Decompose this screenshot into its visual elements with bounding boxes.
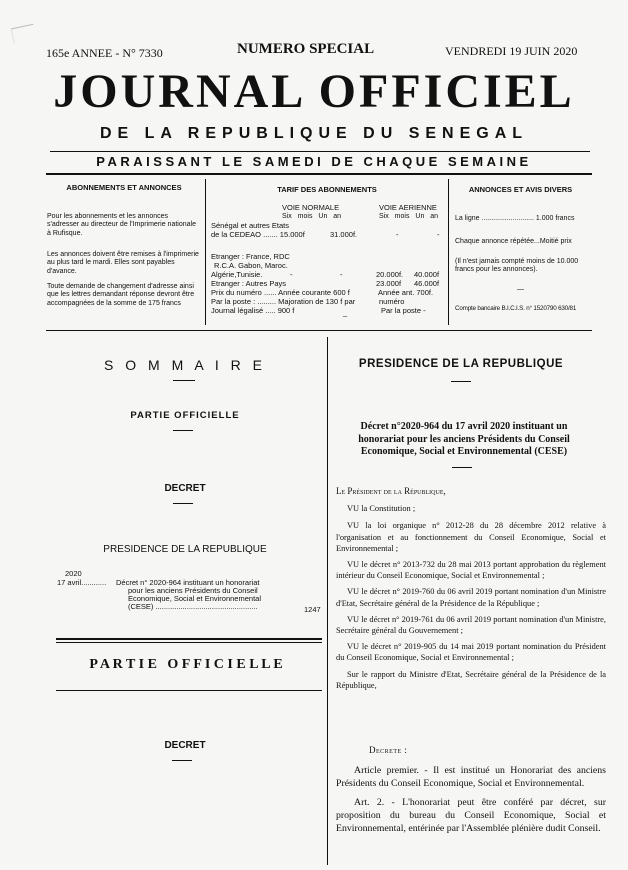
sommaire-partie-officielle: PARTIE OFFICIELLE [130, 410, 240, 421]
column-divider [327, 337, 328, 865]
abonnements-text-2: Les annonces doivent être remises à l'imprimerie au plus tard le mardi. Elles sont payables d'avance. [47, 251, 199, 275]
sommaire-underline [173, 380, 195, 381]
tarif-line-1: Sénégal et autres Etats [211, 221, 289, 230]
entry-line-3: Economique, Social et Environnemental [128, 594, 261, 603]
tarif-line-2: de la CEDEAO ....... 15.000f [211, 230, 305, 239]
scan-mark [11, 24, 37, 43]
special-edition: NUMERO SPECIAL [237, 41, 375, 57]
entry-line-1: Décret n° 2020-964 instituant un honorariat [116, 578, 260, 587]
tarif-line-5-six: - [290, 270, 293, 279]
vu-loi-organique: VU la loi organique n° 2012-28 du 28 décembre 2012 relative à l'organisation et au fonctionnement du Conseil Economique, Social et Environnemental ; [336, 521, 606, 553]
entry-date: 17 avril............ [57, 578, 107, 587]
partie2-rule-top-1 [56, 638, 322, 640]
tarif-line-2-aer-six: - [396, 230, 399, 239]
tarif-line-6-aer-an: 46.000f [414, 279, 440, 288]
decret-underline [173, 503, 193, 504]
annonces-dash: — [517, 286, 524, 293]
decree-title-line-2: honorariat pour les anciens Présidents du Conseil [358, 433, 570, 445]
tarif-sub-aerienne: Six mois Un an [379, 213, 439, 220]
sommaire-year: 2020 [65, 569, 82, 578]
entry-line-4: (CESE) ................................................. [128, 602, 258, 611]
vu-decret-2019-905: VU le décret n° 2019-905 du 14 mai 2019 portant nomination du Président du Conseil Economique, Social et Environnemental ; [336, 642, 606, 663]
partie-officielle-heading: P A R T I E O F F I C I E L L E [89, 657, 283, 672]
tarif-line-2-aer-an: - [437, 230, 440, 239]
decree-title-underline [452, 467, 472, 468]
issue-date: VENDREDI 19 JUIN 2020 [445, 44, 578, 58]
tarif-line-3: Etranger : France, RDC [211, 252, 290, 261]
tarif-line-5-an: - [340, 270, 343, 279]
articles [336, 764, 606, 835]
tarif-line-2-an: 31.000f. [330, 230, 358, 239]
tarif-line-6: Etranger : Autres Pays [211, 279, 287, 288]
info-rule-bottom [46, 330, 592, 331]
tarif-line-5-aer-six: 20.000f. [376, 270, 404, 279]
partie2-rule-top-2 [56, 642, 322, 643]
sommaire-entry-decree[interactable] [46, 579, 324, 625]
vu-constitution: VU la Constitution ; [347, 504, 416, 514]
decret-heading-2: DECRET [164, 740, 206, 751]
sommaire-presidence: PRESIDENCE DE LA REPUBLIQUE [103, 544, 267, 555]
abonnements-text-3: Toute demande de changement d'adresse ainsi que les lettres demandant réponse devront être accompagnées de la somme de 175 francs [47, 283, 195, 307]
abonnements-heading: ABONNEMENTS ET ANNONCES [66, 183, 182, 192]
tarif-line-7: Prix du numéro ...... Année courante 600 f [211, 288, 350, 297]
journal-title: JOURNAL OFFICIEL [53, 65, 575, 118]
annonces-note: (Il n'est jamais compté moins de 10.000 francs pour les annonces). [455, 258, 579, 274]
journal-subtitle: DE LA REPUBLIQUE DU SENEGAL [99, 125, 529, 142]
tarif-line-9-dash: _ [343, 308, 348, 317]
decrete-label: Decrete : [369, 745, 408, 755]
annonces-repeat: Chaque annonce répétée...Moitié prix [455, 238, 572, 245]
issue-number: 165e ANNEE - N° 7330 [46, 46, 163, 60]
tarif-line-8: Par la poste : ......... Majoration de 130 f par [211, 297, 356, 306]
article-premier: Article premier. - Il est institué un Honorariat des anciens Présidents du Conseil Economique, Social et Environnemental. [336, 765, 606, 789]
presidence-underline [451, 381, 471, 382]
tarif-line-6-aer-six: 23.000f [376, 279, 402, 288]
vu-decret-2019-761: VU le décret n° 2019-761 du 06 avril 2019 portant nomination d'un Ministre, Secrétaire général du Gouvernement ; [336, 614, 606, 636]
sur-le-rapport: Sur le rapport du Ministre d'Etat, Secrétaire général de la Présidence de la République, [336, 669, 606, 690]
decree-title-line-3: Economique, Social et Environnemental (CESE) [360, 446, 568, 457]
header-rule-bottom [46, 173, 592, 175]
entry-line-2: pour les anciens Présidents du Conseil [128, 586, 258, 595]
tarif-line-9-poste: Par la poste - [381, 306, 426, 315]
partie2-rule-bottom [56, 690, 322, 691]
entry-page: 1247 [304, 605, 321, 614]
abonnements-text-1: Pour les abonnements et les annonces s'adresser au directeur de l'Imprimerie nationale à Rufisque. [47, 213, 196, 237]
presidence-title: PRESIDENCE DE LA REPUBLIQUE [358, 358, 564, 370]
partie-underline [173, 430, 193, 431]
tarif-col-normale: VOIE NORMALE [282, 203, 340, 212]
header-rule-top [50, 151, 590, 152]
tarif-col-aerienne: VOIE AERIENNE [379, 203, 437, 212]
tarif-line-9: Journal légalisé ..... 900 f [211, 306, 295, 315]
tarif-sub-normale: Six mois Un an [282, 213, 342, 220]
decree-body [336, 486, 606, 691]
tarif-line-4: R.C.A. Gabon, Maroc. [214, 261, 288, 270]
decret2-underline [172, 760, 192, 761]
tarif-line-8-num: numéro [379, 297, 405, 306]
vu-decret-2019-760: VU le décret n° 2019-760 du 06 avril 2019 portant nomination d'un Ministre d'Etat, Secrétaire général de la Présidence de la République ; [336, 587, 606, 608]
le-president: Le Président de la République, [336, 486, 446, 496]
vu-decret-2013: VU le décret n° 2013-732 du 28 mai 2013 portant approbation du règlement intérieur du Conseil Economique, Social et Environnemental ; [336, 560, 606, 581]
tarif-line-7-ant: Année ant. 700f. [378, 288, 434, 297]
decree-title-line-1: Décret n°2020-964 du 17 avril 2020 instituant un [360, 421, 568, 432]
annonces-bank: Compte bancaire B.I.C.I.S. n° 1520790 630/81 [455, 305, 577, 312]
info-divider-2 [448, 179, 449, 325]
annonces-heading: ANNONCES ET AVIS DIVERS [468, 185, 573, 194]
annonces-line-price: La ligne ........................... 1.000 francs [455, 215, 575, 222]
info-divider-1 [205, 179, 206, 325]
tarif-line-5-aer-an: 40.000f [414, 270, 440, 279]
sommaire-decret: DECRET [164, 483, 206, 494]
article-2: Art. 2. - L'honorariat peut être conféré par décret, sur proposition du bureau du Conseil Economique, Social et Environnemental, entérinée par l'Assemblée plénière dudit Conseil. [336, 797, 606, 834]
tarif-heading: TARIF DES ABONNEMENTS [277, 185, 377, 194]
tarif-line-5: Algérie,Tunisie. [211, 270, 263, 279]
decree-title [336, 421, 592, 459]
sommaire-title: S O M M A I R E [104, 357, 266, 373]
journal-tagline: PARAISSANT LE SAMEDI DE CHAQUE SEMAINE [96, 154, 532, 169]
